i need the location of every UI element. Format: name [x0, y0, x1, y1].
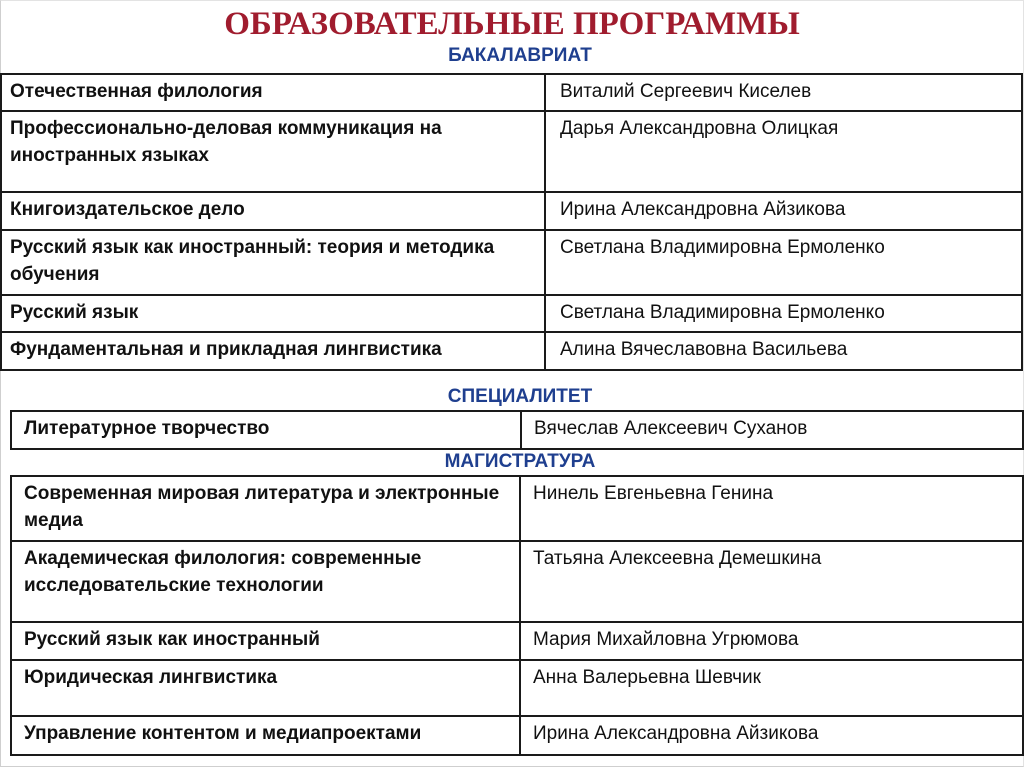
program-name: Русский язык как иностранный	[11, 622, 520, 660]
program-name: Управление контентом и медиапроектами	[11, 716, 520, 755]
table-row	[1, 192, 1022, 230]
program-name: Русский язык как иностранный: теория и методика обучения	[1, 230, 545, 295]
program-name: Отечественная филология	[1, 74, 545, 111]
program-head: Ирина Александровна Айзикова	[545, 192, 1022, 230]
program-head: Ирина Александровна Айзикова	[520, 716, 1023, 755]
program-head: Виталий Сергеевич Киселев	[545, 74, 1022, 111]
program-name: Юридическая лингвистика	[11, 660, 520, 716]
section-title-bachelor: БАКАЛАВРИАТ	[448, 45, 592, 66]
table-row	[11, 541, 1023, 622]
table-row	[1, 111, 1022, 192]
program-name: Книгоиздательское дело	[1, 192, 545, 230]
bachelor-programs-table	[0, 73, 1023, 371]
program-head: Татьяна Алексеевна Демешкина	[520, 541, 1023, 622]
page-title: ОБРАЗОВАТЕЛЬНЫЕ ПРОГРАММЫ	[224, 6, 800, 42]
program-head: Алина Вячеславовна Васильева	[545, 332, 1022, 370]
program-name: Профессионально-деловая коммуникация на иностранных языках	[1, 111, 545, 192]
section-title-specialist: СПЕЦИАЛИТЕТ	[447, 386, 593, 407]
table-row	[1, 74, 1022, 111]
table-row	[1, 332, 1022, 370]
program-head: Нинель Евгеньевна Генина	[520, 476, 1023, 541]
program-head: Дарья Александровна Олицкая	[545, 111, 1022, 192]
table-row	[11, 622, 1023, 660]
program-head: Светлана Владимировна Ермоленко	[545, 295, 1022, 332]
program-name: Русский язык	[1, 295, 545, 332]
table-row	[1, 230, 1022, 295]
section-title-master: МАГИСТРАТУРА	[444, 451, 596, 472]
table-row	[11, 716, 1023, 755]
table-row	[11, 660, 1023, 716]
program-head: Мария Михайловна Угрюмова	[520, 622, 1023, 660]
program-name: Фундаментальная и прикладная лингвистика	[1, 332, 545, 370]
master-programs-table	[10, 475, 1024, 756]
program-head: Анна Валерьевна Шевчик	[520, 660, 1023, 716]
table-row	[11, 476, 1023, 541]
table-row	[11, 411, 1023, 449]
program-name: Современная мировая литература и электронные медиа	[11, 476, 520, 541]
program-name: Академическая филология: современные исследовательские технологии	[11, 541, 520, 622]
program-head: Вячеслав Алексеевич Суханов	[521, 411, 1023, 449]
program-name: Литературное творчество	[11, 411, 521, 449]
specialist-programs-table	[10, 410, 1024, 450]
program-head: Светлана Владимировна Ермоленко	[545, 230, 1022, 295]
table-row	[1, 295, 1022, 332]
